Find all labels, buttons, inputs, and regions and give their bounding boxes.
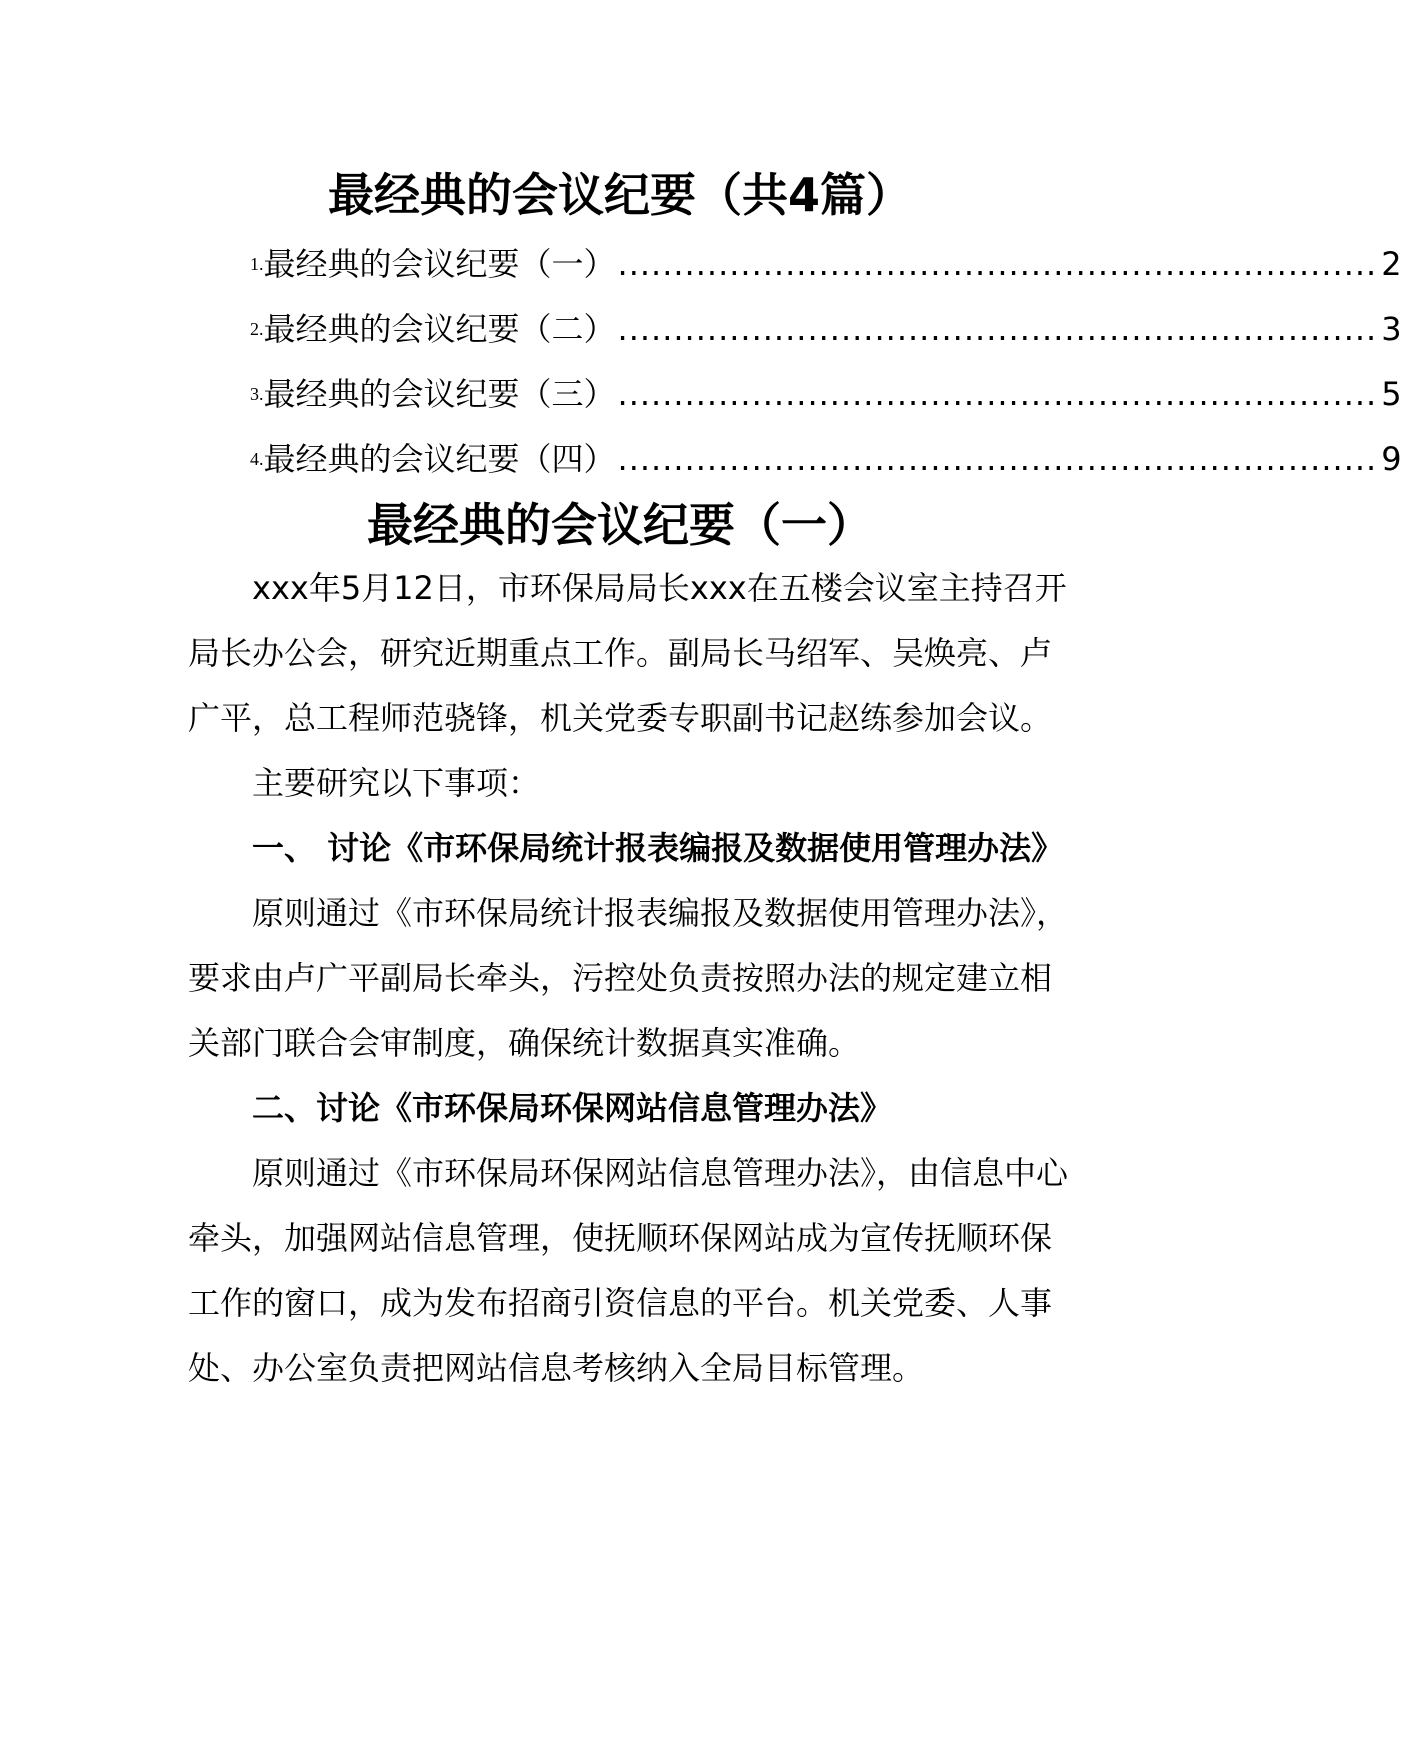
paragraph-agenda-item-1: 原则通过《市环保局统计报表编报及数据使用管理办法》，要求由卢广平副局长牵头，污控处负责按照办法的规定建立相关部门联合会审制度，确保统计数据真实准确。: [188, 894, 1069, 1062]
table-of-contents: [250, 232, 1402, 492]
toc-dot-leader: ....................................................................: [617, 310, 1378, 348]
toc-entry[interactable]: [250, 297, 1402, 362]
paragraph-meeting-intro: xxx年5月12日，市环保局局长xxx在五楼会议室主持召开局长办公会，研究近期重点工作。副局长马绍军、吴焕亮、卢广平，总工程师范骁锋，机关党委专职副书记赵练参加会议。: [188, 569, 1067, 737]
agenda-item-heading: 一、 讨论《市环保局统计报表编报及数据使用管理办法》: [252, 829, 1064, 867]
toc-entry-title: 最经典的会议纪要（一）: [263, 245, 616, 283]
toc-entry-title: 最经典的会议纪要（三）: [263, 375, 616, 413]
document-title: 最经典的会议纪要（共4篇）: [327, 168, 912, 222]
toc-entry-number: 1.: [250, 254, 264, 274]
toc-entry-number: 3.: [250, 384, 264, 404]
agenda-item-heading: 二、讨论《市环保局环保网站信息管理办法》: [252, 1089, 893, 1127]
toc-entry-page: 9: [1381, 440, 1402, 478]
toc-entry-title: 最经典的会议纪要（四）: [263, 440, 616, 478]
paragraph-agenda-lead: 主要研究以下事项：: [252, 764, 541, 802]
toc-dot-leader: ....................................................................: [617, 375, 1378, 413]
section-title: 最经典的会议纪要（一）: [367, 498, 873, 552]
toc-entry-page: 2: [1381, 245, 1402, 283]
toc-entry-number: 2.: [250, 319, 264, 339]
toc-entry-page: 5: [1381, 375, 1402, 413]
toc-entry-title: 最经典的会议纪要（二）: [263, 310, 616, 348]
toc-entry-page: 3: [1381, 310, 1402, 348]
toc-dot-leader: ....................................................................: [617, 245, 1378, 283]
toc-entry[interactable]: [250, 232, 1402, 297]
toc-entry[interactable]: [250, 427, 1402, 492]
section-body: [188, 556, 1068, 1401]
paragraph-agenda-item-2: 原则通过《市环保局环保网站信息管理办法》，由信息中心牵头，加强网站信息管理，使抚顺环保网站成为宣传抚顺环保工作的窗口，成为发布招商引资信息的平台。机关党委、人事处、办公室负责把网站信息考核纳入全局目标管理。: [188, 1154, 1069, 1387]
toc-entry[interactable]: [250, 362, 1402, 427]
toc-dot-leader: ....................................................................: [617, 440, 1378, 478]
toc-entry-number: 4.: [250, 449, 264, 469]
